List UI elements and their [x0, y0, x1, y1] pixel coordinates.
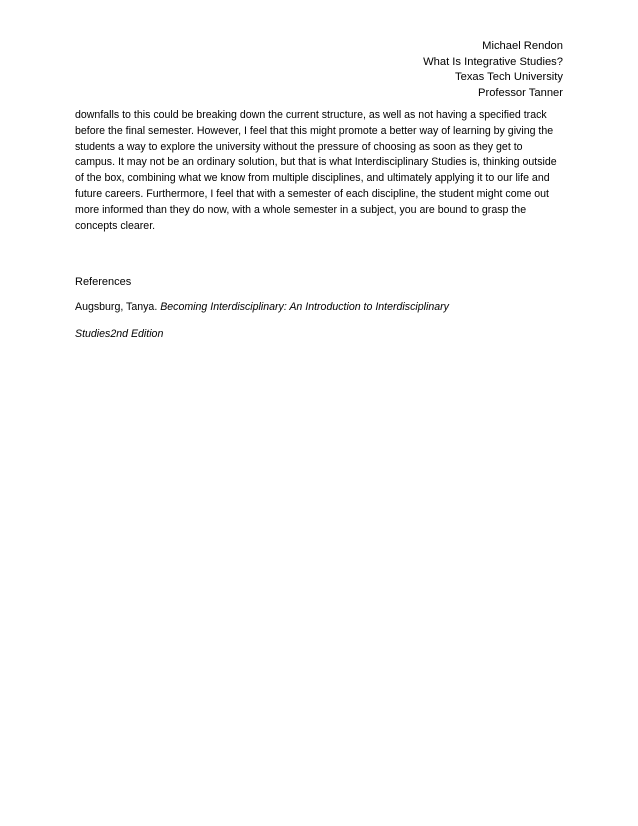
citation-title-continued: Studies2nd Edition	[75, 328, 164, 340]
body-line: downfalls to this could be breaking down the current structure, as well as not having a specified track	[75, 109, 547, 121]
paper-title: What Is Integrative Studies?	[423, 55, 563, 68]
institution-name: Texas Tech University	[455, 71, 563, 84]
author-name: Michael Rendon	[482, 40, 563, 52]
references-heading: References	[75, 276, 132, 288]
page-header	[423, 39, 563, 101]
body-paragraph	[75, 108, 565, 234]
body-line: more informed than they do now, with a whole semester in a subject, you are bound to grasp the	[75, 203, 527, 216]
body-line: of the box, combining what we know from multiple disciplines, and ultimately applying it to our life and	[75, 172, 550, 185]
body-line: students a way to explore the university without the pressure of choosing as soon as they get to	[75, 140, 523, 153]
citation-title: Becoming Interdisciplinary: An Introduction to Interdisciplinary	[160, 301, 449, 313]
body-line: future careers. Furthermore, I feel that with a semester of each discipline, the student might come out	[75, 187, 550, 200]
citation-author: Augsburg, Tanya.	[75, 301, 161, 313]
body-line: campus. It may not be an ordinary solution, but that is what Interdisciplinary Studies is, thinking outside	[75, 156, 557, 169]
body-line: concepts clearer.	[75, 219, 156, 232]
instructor-name: Professor Tanner	[478, 86, 563, 99]
reference-citation	[75, 300, 449, 315]
body-line: before the final semester. However, I feel that this might promote a better way of learning by giving the	[75, 124, 554, 137]
